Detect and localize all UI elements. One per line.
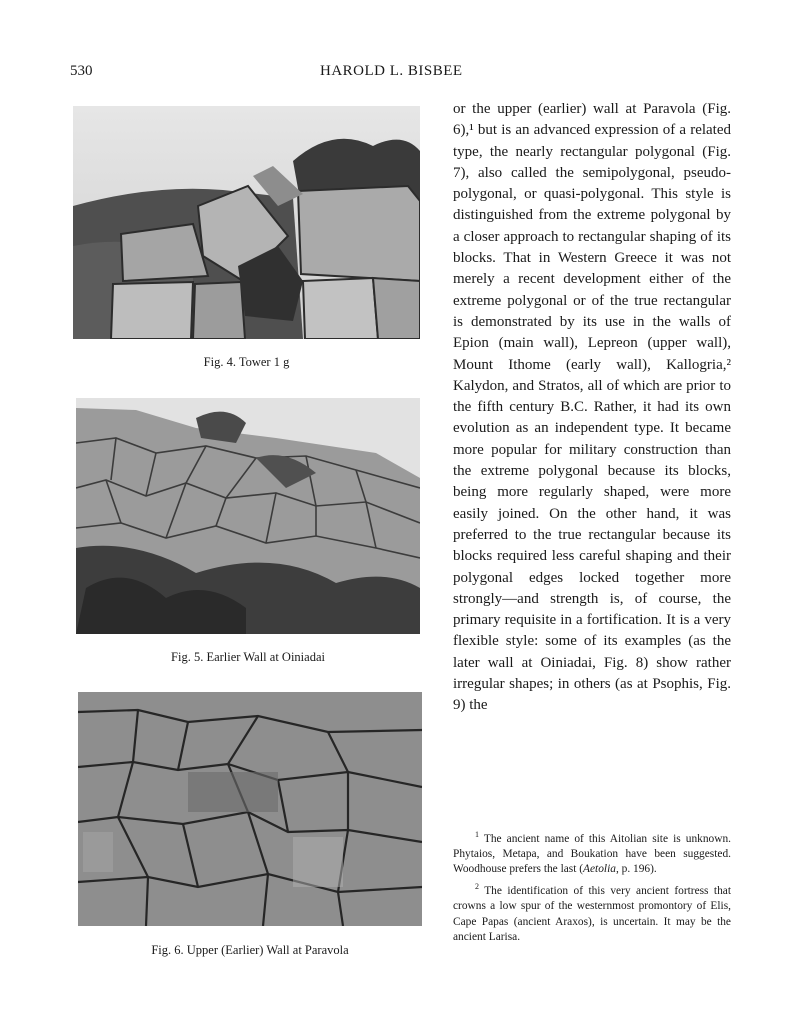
- footnote-2-text: The identification of this very ancient fortress that crowns a low spur of the westernmost promontory of Elis, Cape Papas (ancient Araxos), is uncertain. It may be the ancient Larisa.: [453, 885, 731, 943]
- body-paragraph: or the upper (earlier) wall at Paravola (Fig. 6),¹ but is an advanced expression of a related type, the nearly rectangular polygonal (Fig. 7), also called the semipolygonal, pseudo-polygonal, or quasi-polygonal. This style is distinguished from the extreme polygonal by a closer approach to rectangular shaping of its blocks. That in Western Greece it was not merely a recent development either of the extreme polygonal or of the true rectangular is demonstrated by its use in the walls of Epion (main wall), Lepreon (upper wall), Mount Ithome (early wall), Kallogria,² Kalydon, and Stratos, all of which are prior to the fifth century B.C. Rather, it had its own evolution as an independent type. It became more popular for military construction than the extreme polygonal because its blocks, being more regularly shaped, were more easily joined. On the other hand, it was preferred to the true rectangular because its blocks required less careful shaping and their polygonal edges locked together more strongly—and strength is, of course, the primary requisite in a fortification. It is a very flexible style: some of its examples (as the later wall at Oiniadai, Fig. 8) show rather irregular shapes; in others (as at Psophis, Fig. 9) the: [453, 101, 731, 714]
- figure-6-caption: Fig. 6. Upper (Earlier) Wall at Paravola: [151, 943, 349, 957]
- figure-6-photo: [78, 692, 422, 926]
- figure-5-caption: Fig. 5. Earlier Wall at Oiniadai: [171, 650, 325, 664]
- figure-5-photo: [76, 398, 420, 634]
- footnote-1-text-after: , p. 196).: [615, 863, 657, 876]
- footnote-1-italic-title: Aetolia: [583, 863, 616, 876]
- footnote-2: [453, 879, 731, 945]
- body-text-column: [453, 99, 731, 717]
- footnote-1: [453, 827, 731, 877]
- footnote-1-text-before: The ancient name of this Aitolian site is unknown. Phytaios, Metapa, and Boukation have been suggested. Woodhouse prefers the last (: [453, 832, 731, 876]
- figure-4-caption: Fig. 4. Tower 1 g: [203, 355, 290, 369]
- running-head: HAROLD L. BISBEE: [320, 63, 463, 79]
- footnotes: [453, 827, 731, 947]
- figure-4-photo: [73, 106, 420, 339]
- footnote-2-mark: 2: [475, 882, 479, 892]
- footnote-1-mark: 1: [475, 830, 479, 839]
- page-number: 530: [70, 63, 93, 79]
